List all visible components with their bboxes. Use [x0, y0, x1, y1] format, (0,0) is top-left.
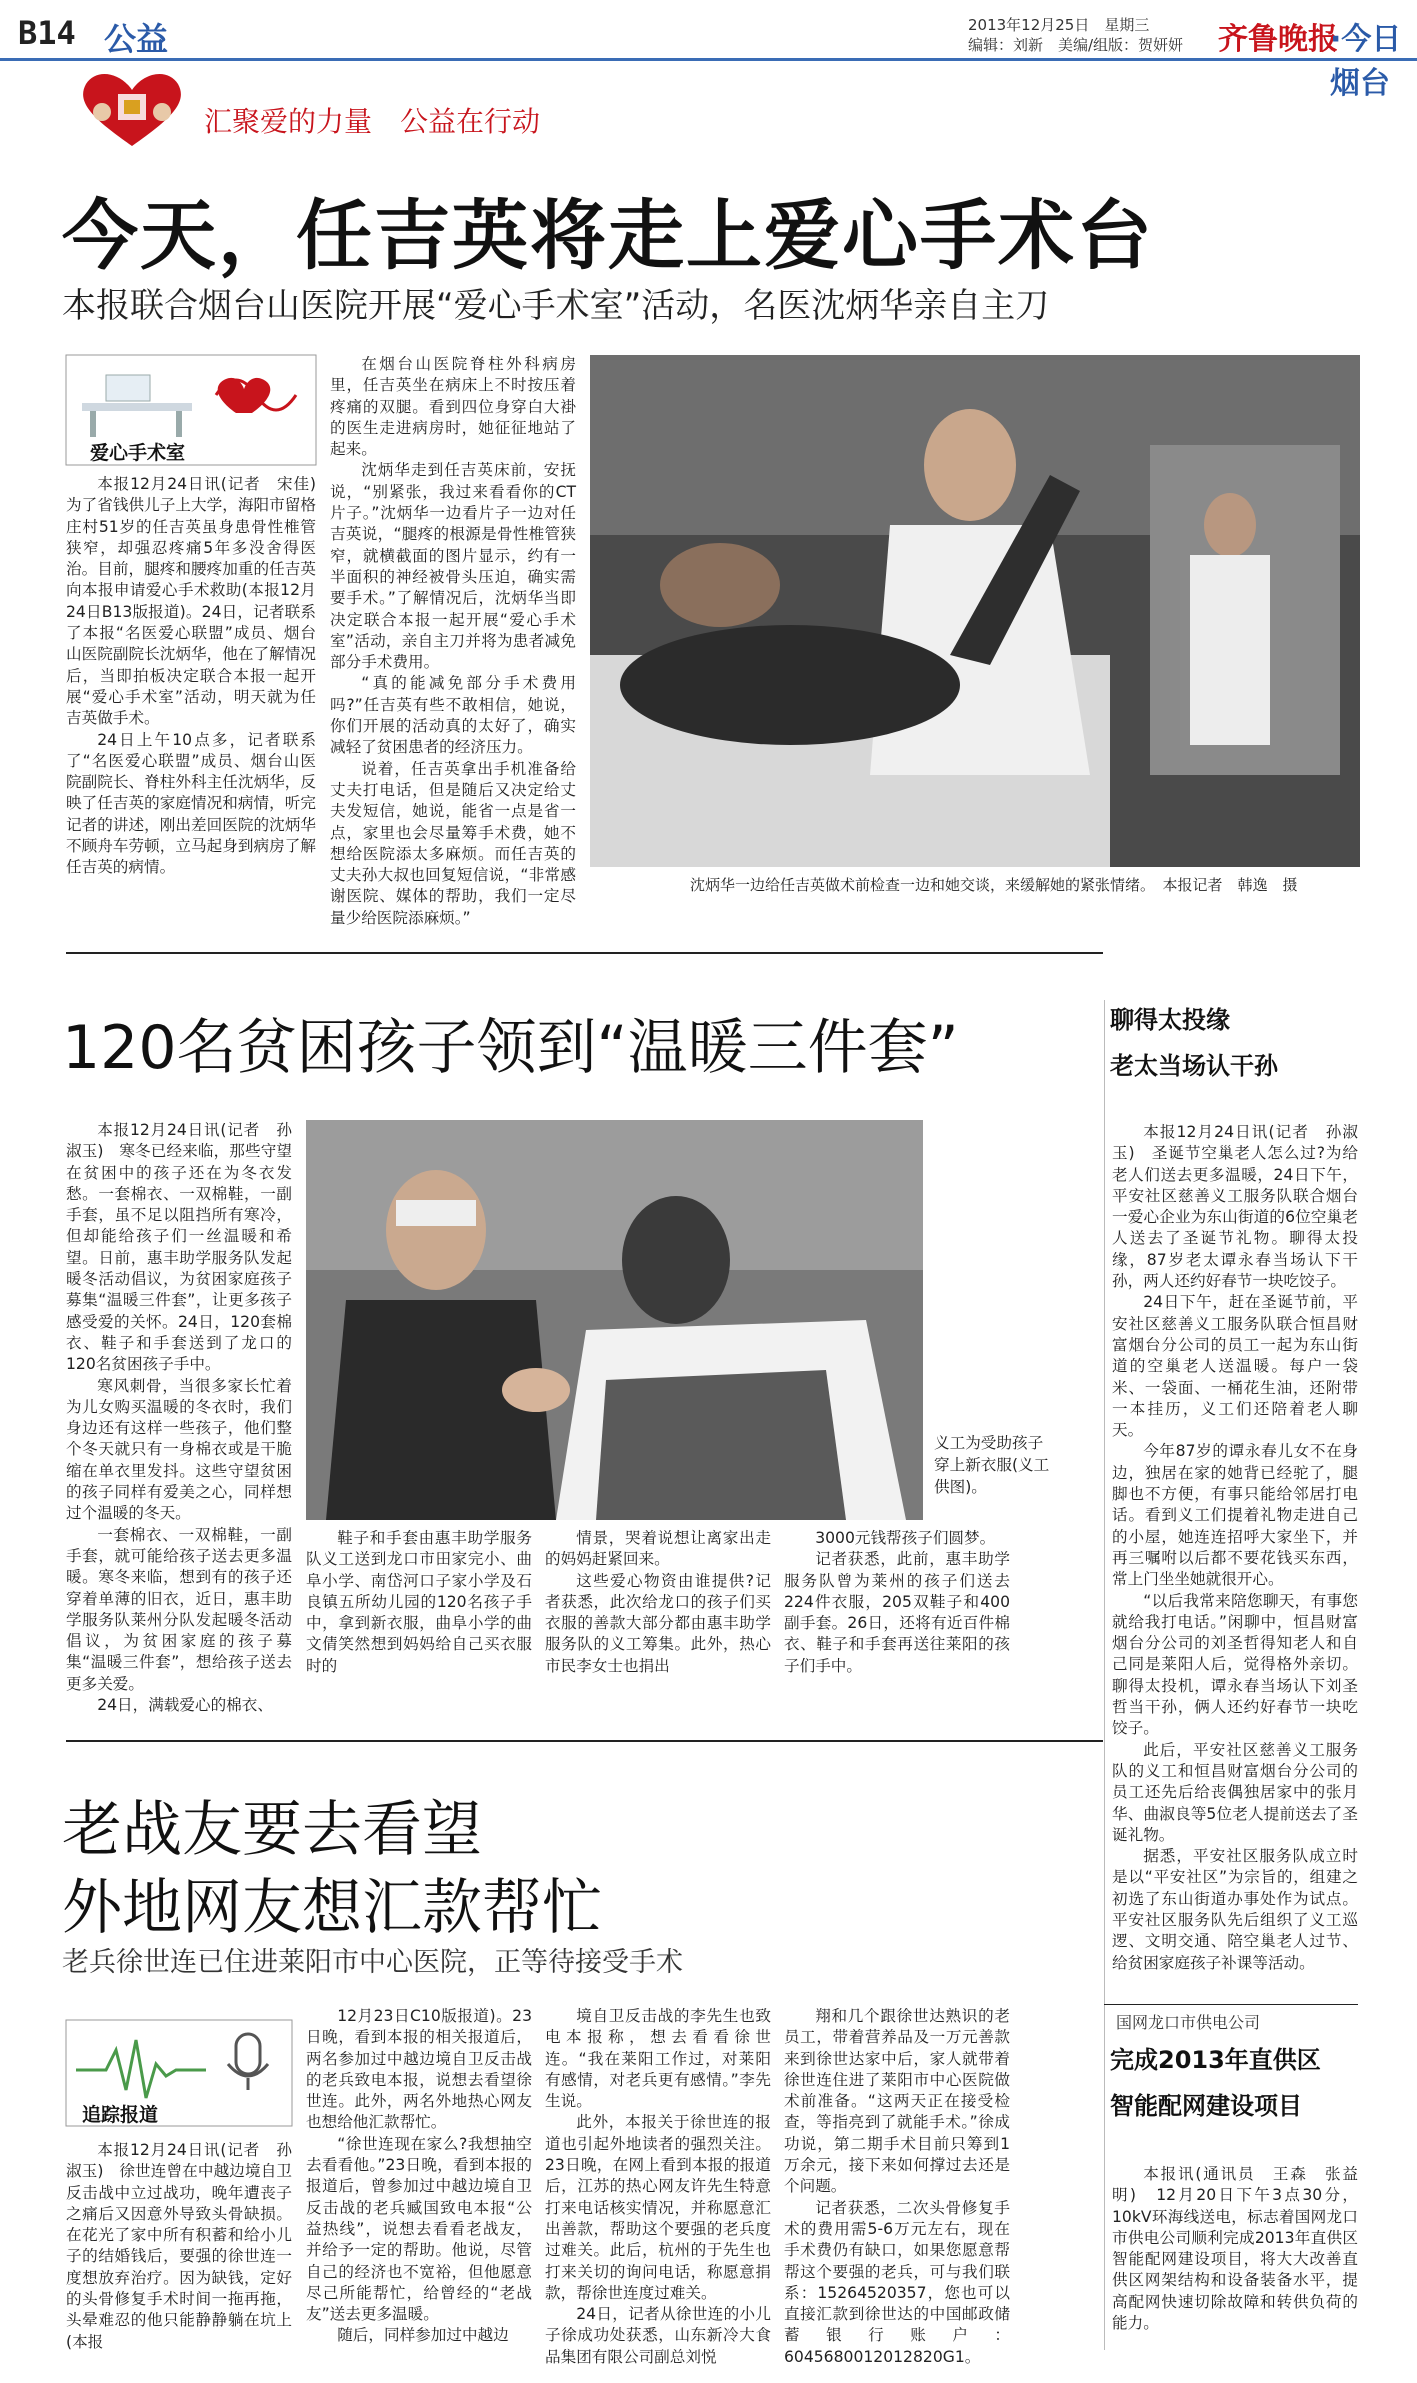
paragraph: 情景，哭着说想让离家出走的妈妈赶紧回来。: [545, 1529, 771, 1569]
paragraph: 一套棉衣、一双棉鞋，一副手套，就可能给孩子送去更多温暖。寒冬来临，想到有的孩子还穿着单薄的旧衣，近日，惠丰助学服务队莱州分队发起暖冬活动倡议，为贫困家庭的孩子募集“温暖三件套”，想给孩子送去更多关爱。: [66, 1525, 292, 1693]
story3-headline-line1: 老战友要去看望: [62, 1795, 482, 1865]
paragraph: 24日，记者从徐世连的小儿子徐成功处获悉，山东新冷大食品集团有限公司副总刘悦: [545, 2305, 771, 2366]
paragraph: 本报12月24日讯(记者 宋佳) 为了省钱供儿子上大学，海阳市留格庄村51岁的任吉英虽身患骨性椎管狭窄，却强忍疼痛5年多没舍得医治。目前，腿疼和腰疼加重的任吉英向本报申请爱心手术救助(本报12月24日B13版报道)。24日，记者联系了本报“名医爱心联盟”成员、烟台山医院副院长沈炳华，他在了解情况后，当即拍板决定联合本报一起开展“爱心手术室”活动，明天就为任吉英做手术。: [66, 475, 332, 728]
header-rule: [0, 58, 1417, 61]
story1-column-1: [66, 474, 332, 914]
paragraph: 24日上午10点多，记者联系了“名医爱心联盟”成员、烟台山医院副院长、脊柱外科主任沈炳华，反映了任吉英的家庭情况和病情，听完记者的讲述，刚出差回医院的沈炳华不顾舟车劳顿，立马起身到病房了解任吉英的病情。: [66, 730, 316, 877]
story1-subheadline: 本报联合烟台山医院开展“爱心手术室”活动，名医沈炳华亲自主刀: [62, 286, 1050, 326]
section-name: 公益: [104, 20, 169, 58]
sidebar1-body: [1112, 1122, 1358, 1972]
paragraph: “徐世连现在家么?我想抽空去看看他。”23日晚，看到本报的报道后，曾参加过中越边境自卫反击战的老兵臧国致电本报“公益热线”，说想去看看老战友，并给予一定的帮助。他说，尽管自己的经济也不宽裕，但他愿意尽己所能帮忙，给曾经的“老战友”送去更多温暖。: [306, 2134, 532, 2324]
editor-credits: 编辑：刘新 美编/组版：贺妍妍: [968, 36, 1184, 54]
paragraph: 说着，任吉英拿出手机准备给丈夫打电话，但是随后又决定给丈夫发短信，她说，能省一点是省一点，家里也会尽量筹手术费，她不想给医院添太多麻烦。而任吉英的丈夫孙大叔也回复短信说，“非常感谢医院、媒体的帮助，我们一定尽量少给医院添麻烦。”: [330, 759, 576, 927]
paragraph: 记者获悉，此前，惠丰助学服务队曾为莱州的孩子们送去224件衣服，205双鞋子和400副手套。26日，还将有近百件棉衣、鞋子和手套再送往莱阳的孩子们手中。: [784, 1550, 1010, 1675]
paragraph: 本报12月24日讯(记者 孙淑玉) 寒冬已经来临，那些守望在贫困中的孩子还在为冬衣发愁。一套棉衣、一双棉鞋，一副手套，虽不足以阻挡所有寒冷，但却能给孩子们一丝温暖和希望。日前，惠丰助学服务队发起暖冬活动倡议，为贫困家庭孩子募集“温暖三件套”，让更多孩子感受爱的关怀。24日，120套棉衣、鞋子和手套送到了龙口的120名贫困孩子手中。: [66, 1121, 292, 1374]
section-divider: [66, 1740, 1103, 1742]
paragraph: 本报12月24日讯(记者 孙淑玉) 圣诞节空巢老人怎么过?为给老人们送去更多温暖，24日下午，平安社区慈善义工服务队联合烟台一爱心企业为东山街道的6位空巢老人送去了圣诞节礼物。聊得太投缘，87岁老太谭永春当场认下干孙，两人还约好春节一块吃饺子。: [1112, 1123, 1358, 1291]
story1-kicker: 爱心手术室: [90, 442, 186, 464]
paragraph: 12月23日C10版报道)。23日晚，看到本报的相关报道后，两名参加过中越边境自卫反击战的老兵致电本报，说想去看望徐世连。此外，两名外地热心网友也想给他汇款帮忙。: [306, 2007, 532, 2132]
story1-photo-doctor-examining-patient: [590, 355, 1360, 867]
sidebar2-body: [1112, 2164, 1358, 2378]
story2-photo-volunteer-dressing-child: [306, 1120, 923, 1520]
story3-column-2: [306, 2006, 532, 2380]
paragraph: 翔和几个跟徐世达熟识的老员工，带着营养品及一万元善款来到徐世达家中后，家人就带着徐世连住进了莱阳市中心医院做术前准备。“这两天正在接受检查，等指亮到了就能手术。”徐成功说，第二期手术目前只筹到1万余元，接下来如何撑过去还是个问题。: [784, 2007, 1010, 2196]
paragraph: 鞋子和手套由惠丰助学服务队义工送到龙口市田家完小、曲阜小学、南岱河口子家小学及石良镇五所幼儿园的120名孩子手中，拿到新衣服，曲阜小学的曲文倩笑然想到妈妈给自己买衣服时的: [306, 1529, 532, 1675]
paragraph: 此外，本报关于徐世连的报道也引起外地读者的强烈关注。23日晚，在网上看到本报的报道后，江苏的热心网友许先生特意打来电话核实情况，并称愿意汇出善款，帮助这个要强的老兵度过难关。此后，杭州的于先生也打来关切的询问电话，称愿意捐款，帮徐世连度过难关。: [545, 2113, 771, 2302]
sidebar2-tag: 国网龙口市供电公司: [1116, 2013, 1261, 2032]
paragraph: 24日，满载爱心的棉衣、: [97, 1696, 273, 1715]
story1-headline: 今天，任吉英将走上爱心手术台: [62, 191, 1154, 280]
charity-heart-logo: [72, 68, 192, 150]
newspaper-brand: 齐鲁晚报: [1218, 22, 1338, 57]
story2-photo-caption: 义工为受助孩子穿上新衣服(义工供图)。: [934, 1434, 1050, 1496]
story2-column-4: [784, 1528, 1010, 1808]
story2-column-1: [66, 1120, 292, 1810]
newspaper-edition: ·今日烟台: [1330, 22, 1402, 101]
paragraph: 24日下午，赶在圣诞节前，平安社区慈善义工服务队联合恒昌财富烟台分公司的员工一起为东山街道的空巢老人送温暖。每户一袋米、一袋面、一桶花生油，还附带一本挂历，义工们还陪着老人聊天。: [1112, 1293, 1358, 1440]
paragraph: 此后，平安社区慈善义工服务队的义工和恒昌财富烟台分公司的员工还先后给丧偶独居家中的张月华、曲淑良等5位老人提前送去了圣诞礼物。: [1112, 1740, 1358, 1844]
sidebar1-headline-line2: 老太当场认干孙: [1110, 1052, 1278, 1080]
paragraph: 今年87岁的谭永春儿女不在身边，独居在家的她背已经驼了，腿脚也不方便，有事只能给邻居打电话。看到义工们提着礼物走进自己的小屋，她连连招呼大家坐下，并再三嘱咐以后都不要花钱买东西，常上门坐坐她就很开心。: [1112, 1442, 1358, 1589]
story3-subheadline: 老兵徐世连已住进莱阳市中心医院，正等待接受手术: [62, 1947, 683, 1978]
story3-headline-line2: 外地网友想汇款帮忙: [62, 1873, 602, 1943]
story2-headline: 120名贫困孩子领到“温暖三件套”: [62, 1013, 959, 1083]
paragraph: 这些爱心物资由谁提供?记者获悉，此次给龙口的孩子们买衣服的善款大部分都由惠丰助学服务队的义工筹集。此外，热心市民李女士也捐出: [545, 1571, 771, 1675]
paragraph: 3000元钱帮孩子们圆梦。: [815, 1529, 996, 1547]
paragraph: 境自卫反击战的李先生也致电本报称，想去看看徐世连。“我在莱阳工作过，对莱阳有感情，对老兵更有感情。”李先生说。: [545, 2007, 771, 2111]
paragraph: 沈炳华走到任吉英床前，安抚说，“别紧张，我过来看看你的CT片子。”沈炳华一边看片子一边对任吉英说，“腿疼的根源是骨性椎管狭窄，就横截面的图片显示，约有一半面积的神经被骨头压迫，确实需要手术。”了解情况后，沈炳华当即决定联合本报一起开展“爱心手术室”活动，亲自主刀并将为患者减免部分手术费用。: [330, 461, 576, 672]
sidebar2-headline-line1: 完成2013年直供区: [1110, 2046, 1321, 2074]
paragraph: 本报讯(通讯员 王森 张益明) 12月20日下午3点30分，10kV环海线送电，标志着国网龙口市供电公司顺利完成2013年直供区智能配网建设项目，将大大改善直供区网架结构和设备装备水平，提高配网快速切除故障和转供负荷的能力。: [1112, 2165, 1358, 2333]
doctor-photo-illustration: [590, 355, 1360, 867]
paragraph: 在烟台山医院脊柱外科病房里，任吉英坐在病床上不时按压着疼痛的双腿。看到四位身穿白大褂的医生走进病房时，她征征地站了起来。: [330, 355, 576, 459]
paragraph: 据悉，平安社区服务队成立时是以“平安社区”为宗旨的，组建之初选了东山街道办事处作为试点。平安社区服务队先后组织了义工巡逻、文明交通、陪空巢老人过节、给贫困家庭孩子补课等活动。: [1112, 1847, 1358, 1972]
story1-column-2: [330, 354, 576, 927]
paragraph: 本报12月24日讯(记者 孙淑玉) 徐世连曾在中越边境自卫反击战中立过战功，晚年遭丧子之痛后又因意外导致头骨缺损。在花光了家中所有积蓄和给小儿子的结婚钱后，要强的徐世连一度想放弃治疗。因为缺钱，定好的头骨修复手术时间一拖再拖，头晕难忍的他只能静静躺在坑上(本报: [66, 2141, 292, 2351]
paragraph: 记者获悉，二次头骨修复手术的费用需5-6万元左右，现在手术费仍有缺口，如果您愿意帮帮这个要强的老兵，可与我们联系：15264520357，您也可以直接汇款到徐世达的中国邮政储蓄银行账户：6045680012012820G1。: [784, 2198, 1010, 2366]
section-divider: [66, 952, 1103, 954]
paragraph: 寒风刺骨，当很多家长忙着为儿女购买温暖的冬衣时，我们身边还有这样一些孩子，他们整个冬天就只有一身棉衣或是干脆缩在单衣里发抖。这些守望贫困的孩子同样有爱美之心，同样想过个温暖的冬天。: [66, 1376, 292, 1523]
issue-date: 2013年12月25日 星期三: [968, 16, 1150, 34]
sidebar2-top-rule: [1104, 2004, 1358, 2005]
page-number: B14: [18, 14, 76, 52]
story3-column-3: [545, 2006, 771, 2380]
story1-photo-caption: 沈炳华一边给任吉英做术前检查一边和她交谈，来缓解她的紧张情绪。 本报记者 韩逸 摄: [690, 876, 1298, 894]
paragraph: 随后，同样参加过中越边: [337, 2326, 509, 2345]
sidebar2-headline-line2: 智能配网建设项目: [1110, 2092, 1302, 2120]
story3-kicker: 追踪报道: [82, 2104, 159, 2126]
paragraph: “真的能减免部分手术费用吗?”任吉英有些不敢相信，她说，你们开展的活动真的太好了，确实减轻了贫困患者的经济压力。: [330, 674, 576, 757]
volunteer-photo-illustration: [306, 1120, 923, 1520]
paragraph: “以后我常来陪您聊天，有事您就给我打电话。”闲聊中，恒昌财富烟台分公司的刘圣哲得知老人和自己同是莱阳人后，觉得格外亲切。聊得太投机，谭永春当场认下刘圣哲当干孙，俩人还约好春节一块吃饺子。: [1112, 1591, 1358, 1738]
story3-column-1: [66, 2140, 292, 2380]
charity-slogan: 汇聚爱的力量 公益在行动: [204, 105, 541, 138]
sidebar1-headline-line1: 聊得太投缘: [1110, 1006, 1230, 1034]
sidebar-divider: [1104, 1000, 1105, 2350]
story3-column-4: [784, 2006, 1010, 2380]
story2-column-2: [306, 1528, 532, 1808]
story2-column-3: [545, 1528, 771, 1808]
